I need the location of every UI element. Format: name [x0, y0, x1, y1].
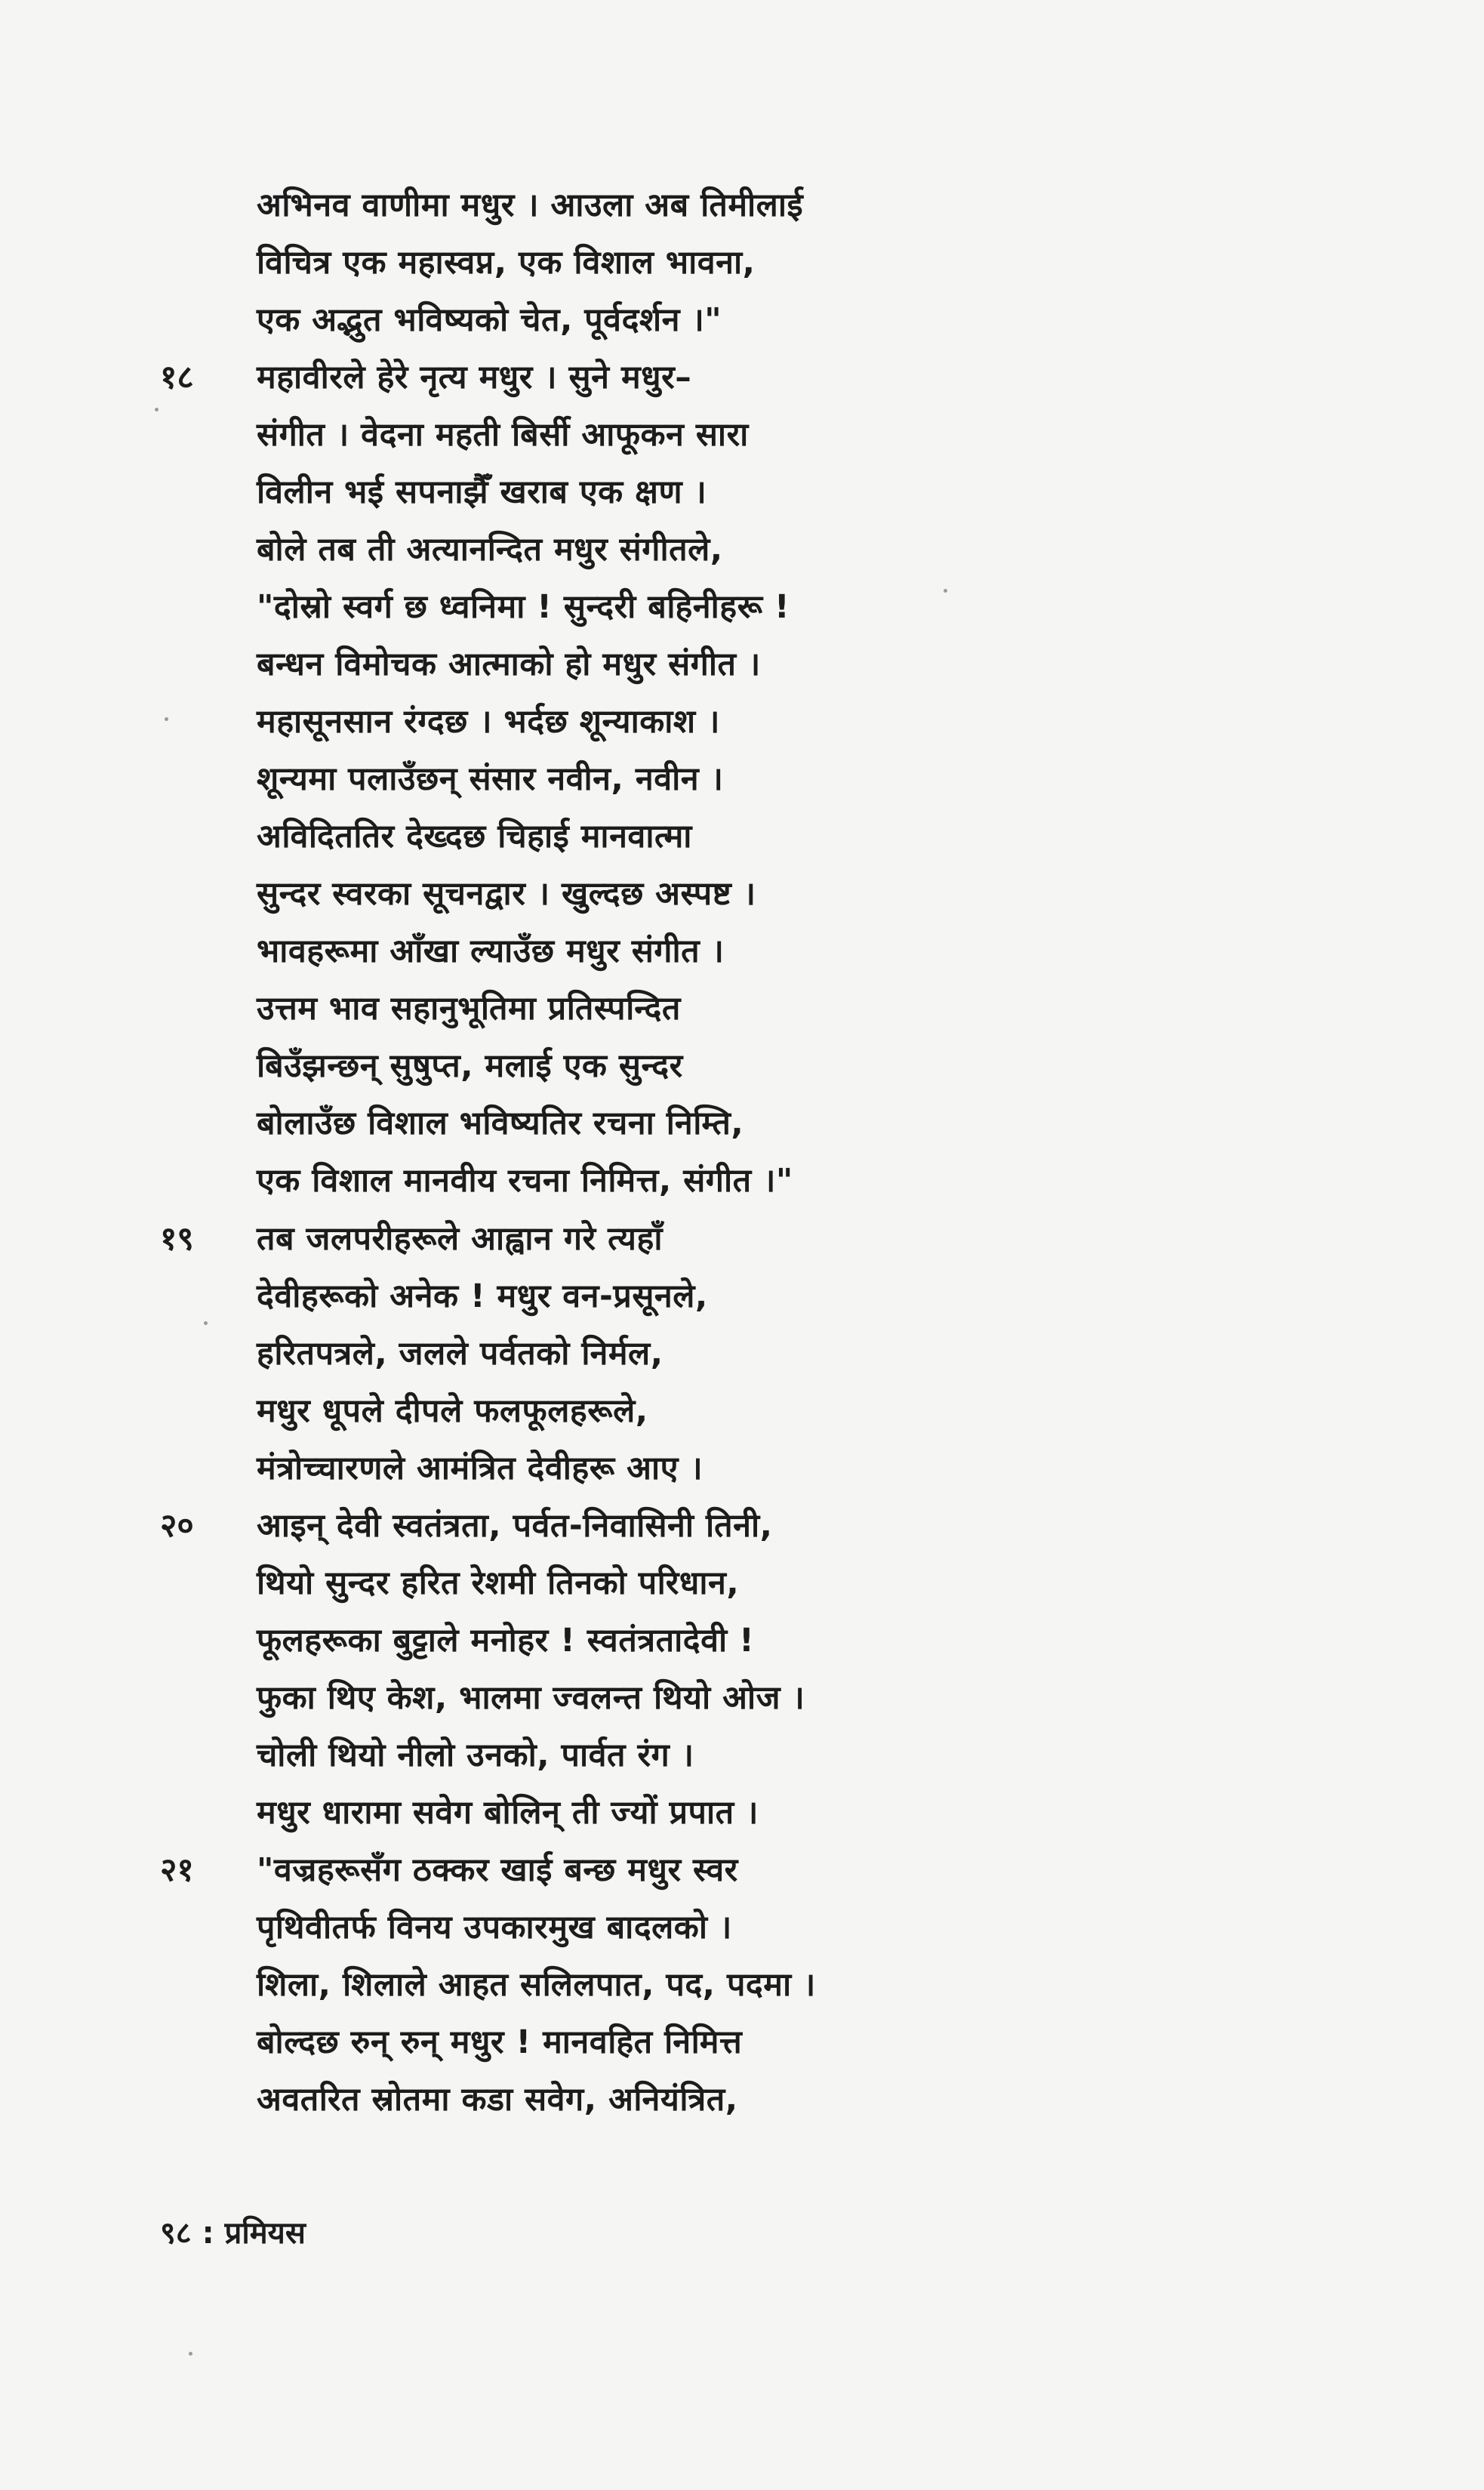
poem-line: देवीहरूको अनेक ! मधुर वन-प्रसूनले, — [257, 1277, 708, 1315]
verse-number-20: २० — [160, 1507, 194, 1545]
poem-line: अवतरित स्रोतमा कडा सवेग, अनियंत्रित, — [257, 2081, 738, 2119]
poem-line: फूलहरूका बुट्टाले मनोहर ! स्वतंत्रतादेवी ! — [257, 1622, 755, 1659]
poem-line: सुन्दर स्वरका सूचनद्वार । खुल्दछ अस्पष्ट । — [257, 875, 756, 913]
footer-separator: : — [202, 2216, 214, 2251]
poem-line: फुका थिए केश, भालमा ज्वलन्त थियो ओज । — [257, 1679, 805, 1717]
poem-line: संगीत । वेदना महती बिर्सी आफूकन सारा — [257, 416, 749, 454]
poem-line: भावहरूमा आँखा ल्याउँछ मधुर संगीत । — [257, 932, 725, 970]
poem-line: अविदिततिर देख्दछ चिहाई मानवात्मा — [257, 818, 692, 855]
scan-speck — [204, 1321, 208, 1325]
poem-line: तब जलपरीहरूले आह्वान गरे त्यहाँ — [257, 1220, 663, 1258]
poem-line: विचित्र एक महास्वप्न, एक विशाल भावना, — [257, 244, 756, 282]
verse-number-19: १९ — [160, 1220, 194, 1258]
poem-line: महासूनसान रंग्दछ । भर्दछ शून्याकाश । — [257, 703, 720, 741]
poem-line: हरितपत्रले, जलले पर्वतको निर्मल, — [257, 1335, 663, 1373]
poem-line: बन्धन विमोचक आत्माको हो मधुर संगीत । — [257, 646, 761, 683]
poem-line: उत्तम भाव सहानुभूतिमा प्रतिस्पन्दित — [257, 990, 681, 1028]
page-number: ९८ — [160, 2216, 192, 2251]
poem-line: मधुर धारामा सवेग बोलिन् ती ज्यों प्रपात । — [257, 1794, 759, 1832]
verse-number-18: १८ — [160, 359, 194, 396]
poem-line: बिउँझन्छन् सुषुप्त, मलाई एक सुन्दर — [257, 1047, 683, 1085]
poem-line: मंत्रोच्चारणले आमंत्रित देवीहरू आए । — [257, 1450, 704, 1487]
poem-line: बोल्दछ रुन् रुन् मधुर ! मानवहित निमित्त — [257, 2023, 743, 2061]
poem-line: एक विशाल मानवीय रचना निमित्त, संगीत ।" — [257, 1162, 793, 1200]
poem-line: अभिनव वाणीमा मधुर । आउला अब तिमीलाई — [257, 186, 804, 224]
poem-line: बोले तब ती अत्यानन्दित मधुर संगीतले, — [257, 531, 723, 569]
poem-line: महावीरले हेरे नृत्य मधुर । सुने मधुर– — [257, 359, 692, 396]
poem-line: शिला, शिलाले आहत सलिलपात, पद, पदमा । — [257, 1966, 816, 2004]
poem-line: एक अद्भुत भविष्यको चेत, पूर्वदर्शन ।" — [257, 301, 722, 339]
scan-speck — [155, 408, 159, 411]
scan-speck — [165, 717, 168, 721]
verse-number-21: २१ — [160, 1851, 194, 1889]
poem-line: पृथिवीतर्फ विनय उपकारमुख बादलको । — [257, 1909, 732, 1946]
poem-line: आइन् देवी स्वतंत्रता, पर्वत-निवासिनी तिनी, — [257, 1507, 773, 1545]
poem-line: चोली थियो नीलो उनको, पार्वत रंग । — [257, 1737, 694, 1774]
poem-line: मधुर धूपले दीपले फलफूलहरूले, — [257, 1392, 648, 1430]
poem-line: विलीन भई सपनाझैँ खराब एक क्षण । — [257, 473, 707, 511]
page-footer — [160, 2211, 306, 2256]
poem-line: थियो सुन्दर हरित रेशमी तिनको परिधान, — [257, 1564, 740, 1602]
scan-speck — [944, 589, 947, 593]
poem-line: शून्यमा पलाउँछन् संसार नवीन, नवीन । — [257, 760, 724, 798]
poem-line: बोलाउँछ विशाल भविष्यतिर रचना निम्ति, — [257, 1105, 744, 1142]
poem-line: "दोस्रो स्वर्ग छ ध्वनिमा ! सुन्दरी बहिनीहरू ! — [257, 588, 790, 626]
poem-line: "वज्रहरूसँग ठक्कर खाई बन्छ मधुर स्वर — [257, 1851, 738, 1889]
book-title: प्रमियस — [224, 2216, 306, 2251]
scan-speck — [189, 2352, 192, 2356]
